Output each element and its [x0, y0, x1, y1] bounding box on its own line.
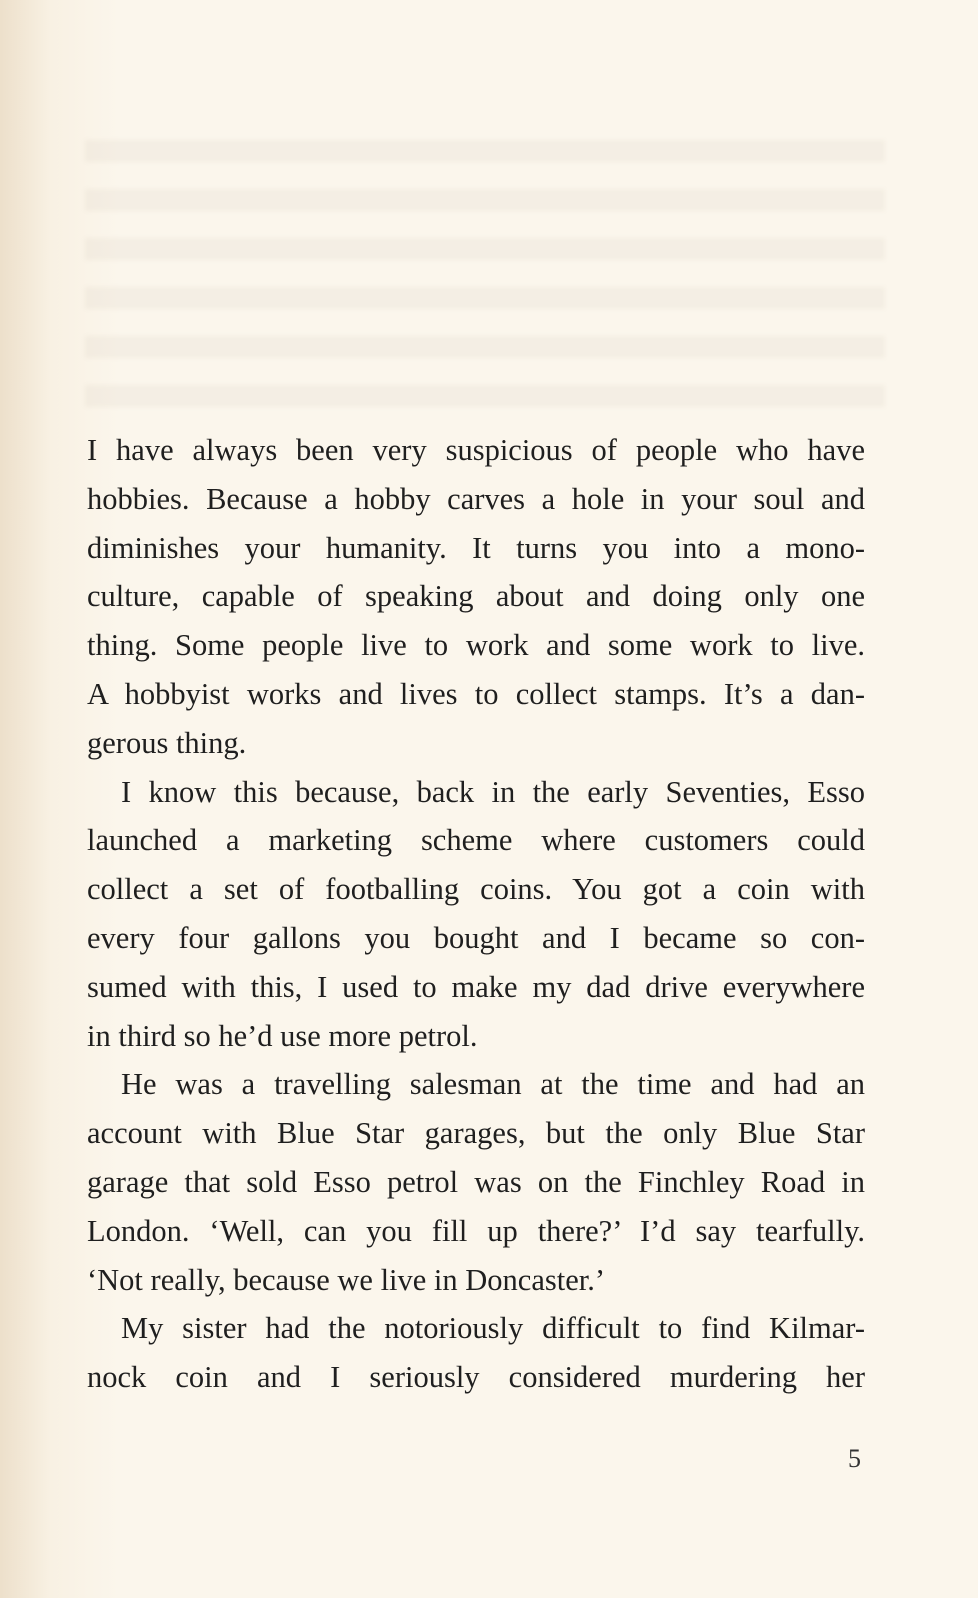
text-line: hobbies. Because a hobby carves a hole in your soul and	[87, 481, 865, 516]
text-line: sumed with this, I used to make my dad drive everywhere	[87, 969, 865, 1004]
text-line: ‘Not really, because we live in Doncaster.’	[87, 1262, 606, 1297]
text-line: nock coin and I seriously considered murdering her	[87, 1360, 865, 1395]
body-text	[87, 426, 865, 1402]
text-line: gerous thing.	[87, 725, 247, 760]
text-line: My sister had the notoriously difficult to find Kilmar-	[121, 1311, 865, 1346]
text-line: collect a set of footballing coins. You got a coin with	[87, 872, 865, 907]
text-line: London. ‘Well, can you fill up there?’ I’d say tearfully.	[87, 1213, 865, 1248]
text-line: culture, capable of speaking about and doing only one	[87, 579, 865, 614]
text-line: account with Blue Star garages, but the only Blue Star	[87, 1116, 865, 1151]
text-line: every four gallons you bought and I became so con-	[87, 920, 865, 955]
page-number: 5	[848, 1444, 861, 1473]
text-line: in third so he’d use more petrol.	[87, 1018, 478, 1053]
text-line: thing. Some people live to work and some work to live.	[87, 628, 865, 663]
bleed-through-text	[85, 140, 885, 430]
text-line: A hobbyist works and lives to collect stamps. It’s a dan-	[87, 676, 865, 711]
text-line: He was a travelling salesman at the time and had an	[121, 1067, 865, 1102]
text-line: launched a marketing scheme where customers could	[87, 823, 865, 858]
text-line: I know this because, back in the early Seventies, Esso	[121, 774, 865, 809]
text-line: diminishes your humanity. It turns you into a mono-	[87, 530, 865, 565]
text-line: garage that sold Esso petrol was on the Finchley Road in	[87, 1164, 865, 1199]
text-line: I have always been very suspicious of people who have	[87, 433, 865, 467]
